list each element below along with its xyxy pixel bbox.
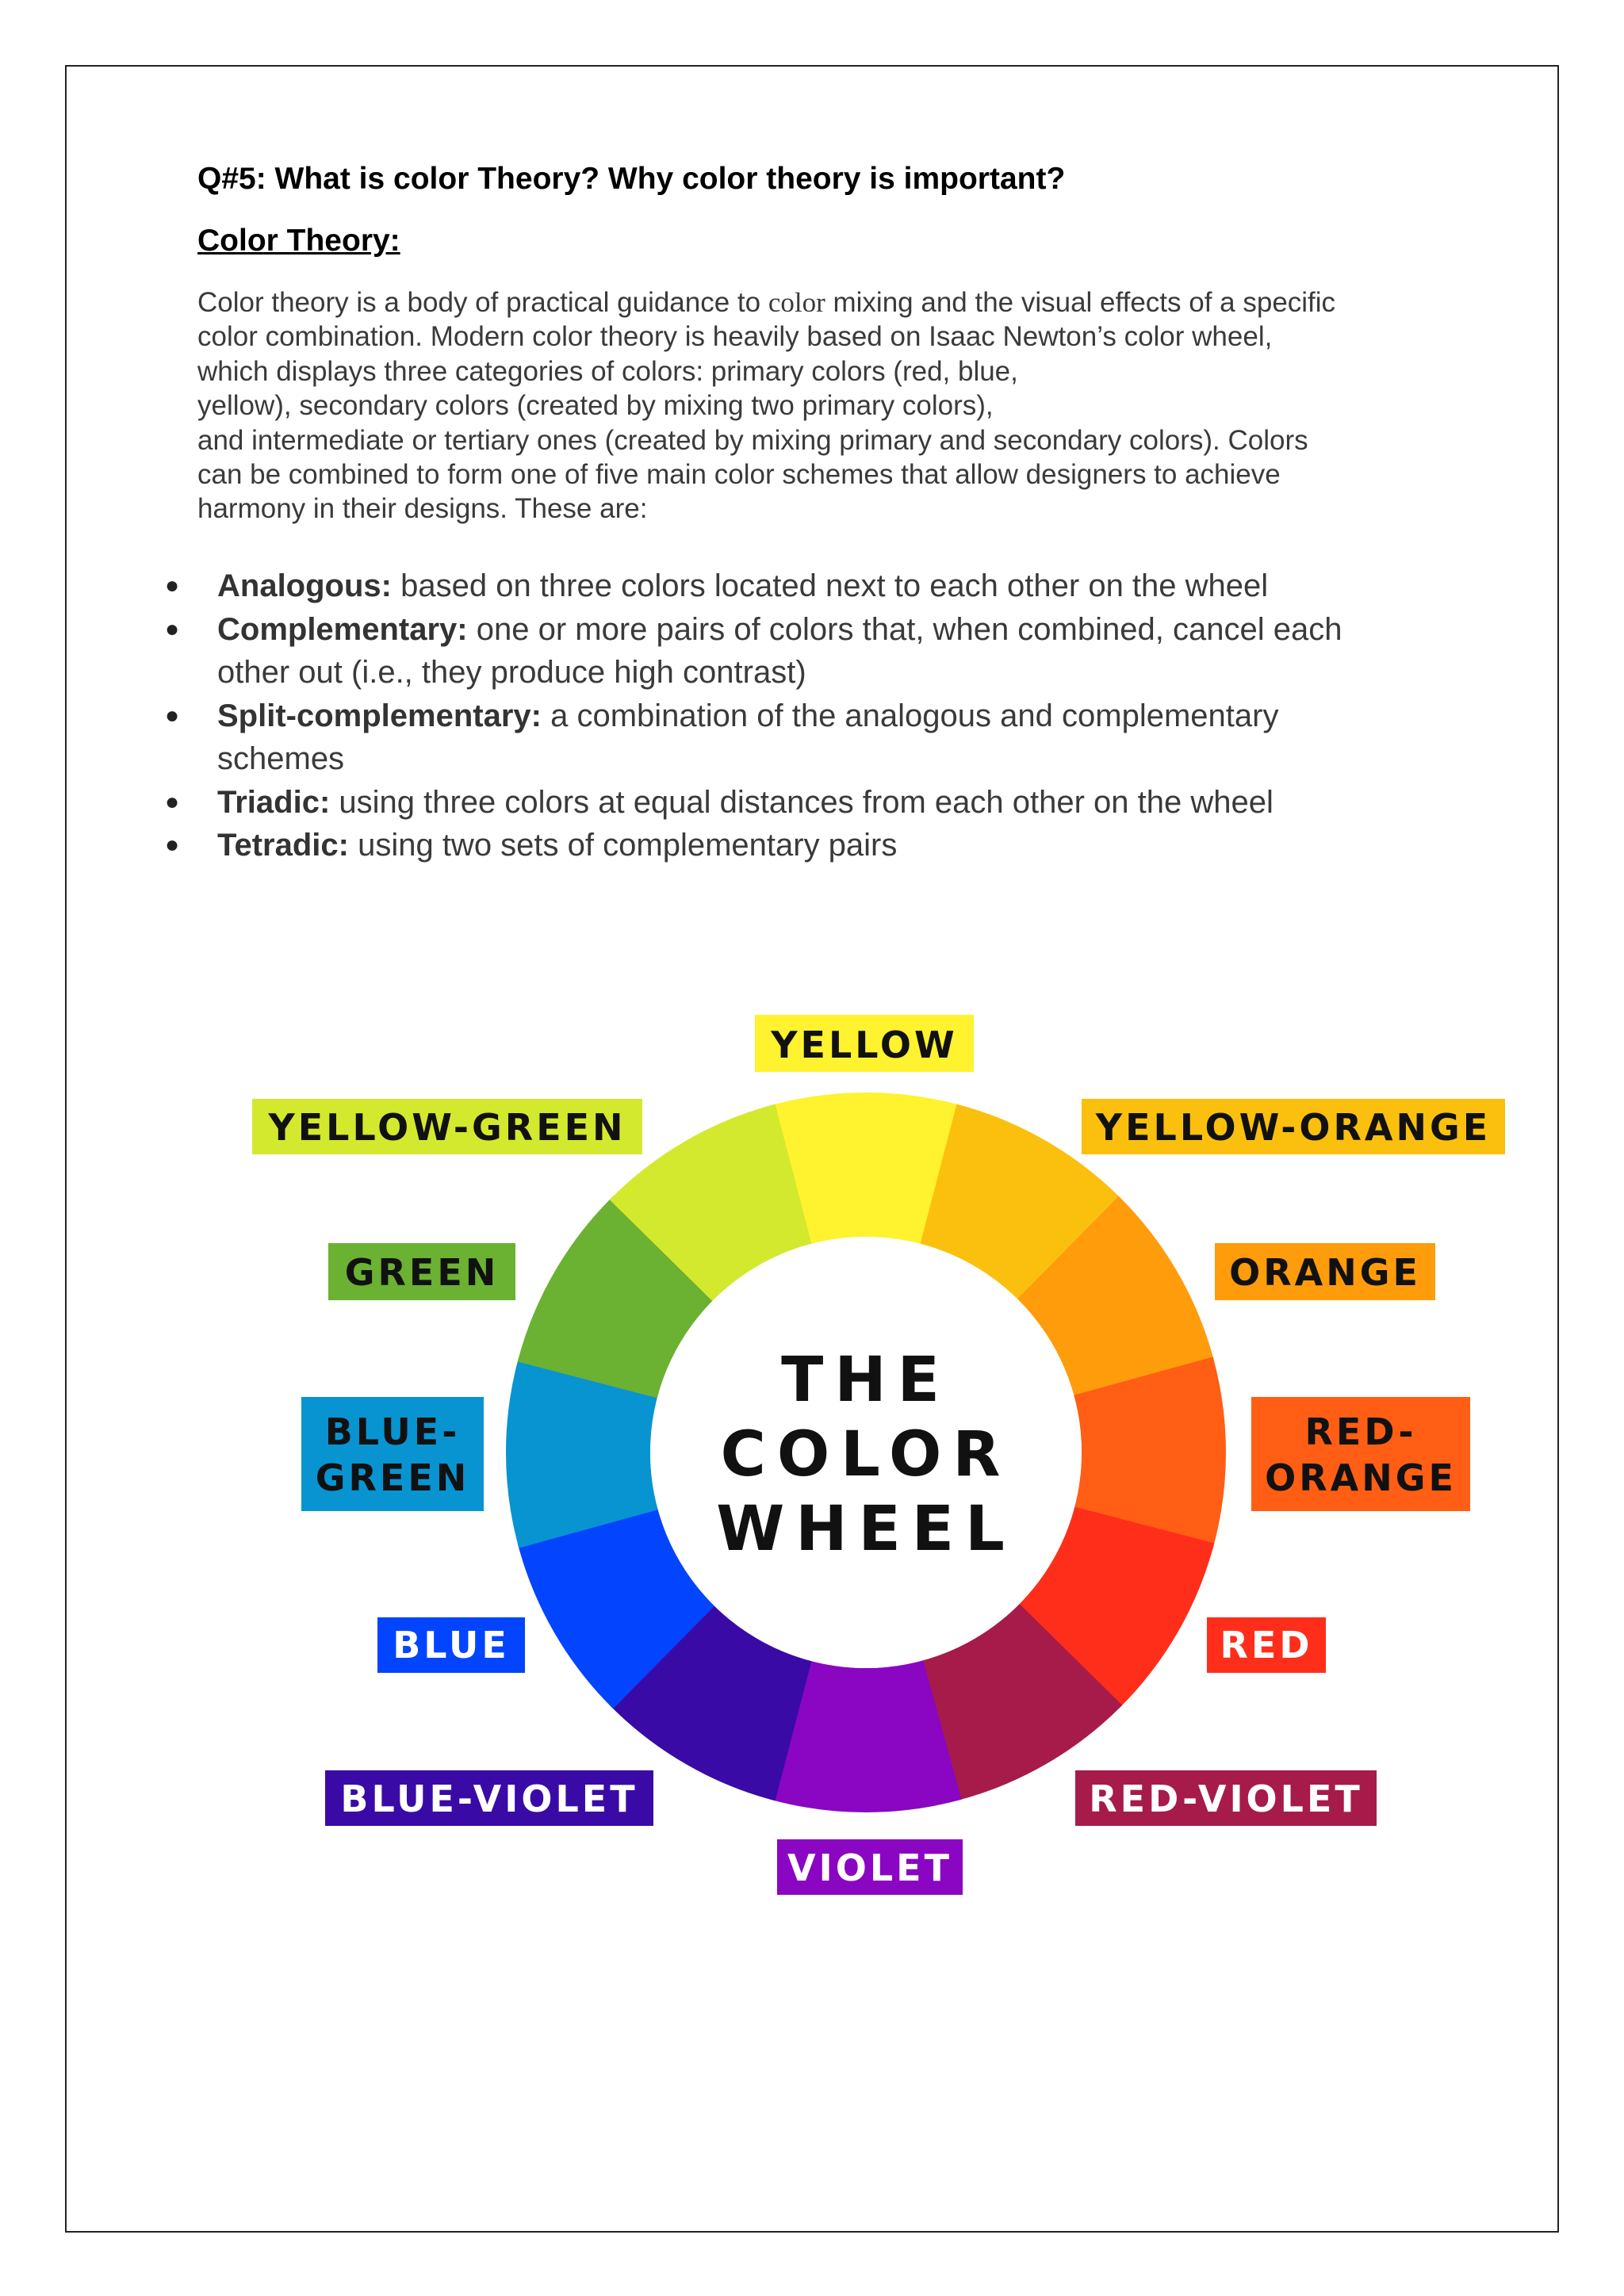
intro-line: and intermediate or tertiary ones (created by mixing primary and secondary colors). Colors bbox=[197, 424, 1308, 456]
scheme-desc: based on three colors located next to each other on the wheel bbox=[391, 568, 1269, 603]
scheme-desc-cont: other out (i.e., they produce high contrast) bbox=[217, 655, 806, 690]
label-yellow-text: YELLOW bbox=[771, 1024, 958, 1066]
label-red-text: RED bbox=[1220, 1624, 1313, 1667]
bullet-icon: ● bbox=[165, 788, 180, 815]
scheme-term: Split-complementary: bbox=[217, 698, 542, 733]
label-blue-text: BLUE bbox=[393, 1624, 510, 1667]
label-orange-text: ORANGE bbox=[1229, 1251, 1421, 1294]
label-yellow-orange-text: YELLOW-ORANGE bbox=[1095, 1106, 1492, 1149]
intro-line: color combination. Modern color theory is heavily based on Isaac Newton’s color wheel, bbox=[197, 321, 1273, 353]
label-yellow bbox=[755, 1015, 974, 1072]
label-green bbox=[328, 1243, 515, 1300]
bullet-icon: ● bbox=[165, 832, 180, 858]
intro-line: yellow), secondary colors (created by mixing two primary colors), bbox=[197, 390, 994, 422]
label-blue-violet-text: BLUE-VIOLET bbox=[340, 1777, 638, 1820]
label-red-orange-text-2: ORANGE bbox=[1265, 1456, 1457, 1499]
label-red bbox=[1207, 1617, 1326, 1673]
label-violet-text: VIOLET bbox=[787, 1846, 952, 1889]
label-violet bbox=[777, 1839, 963, 1895]
label-orange bbox=[1215, 1243, 1435, 1300]
scheme-desc: one or more pairs of colors that, when combined, cancel each bbox=[467, 611, 1342, 647]
label-yellow-green bbox=[252, 1099, 642, 1154]
label-yellow-green-text: YELLOW-GREEN bbox=[268, 1106, 626, 1149]
scheme-term: Complementary: bbox=[217, 611, 468, 647]
label-red-orange-text-1: RED- bbox=[1304, 1410, 1417, 1453]
intro-line: harmony in their designs. These are: bbox=[197, 493, 648, 525]
scheme-term: Tetradic: bbox=[217, 828, 349, 863]
scheme-term: Analogous: bbox=[217, 568, 392, 603]
label-red-violet bbox=[1075, 1770, 1377, 1826]
scheme-desc: using two sets of complementary pairs bbox=[348, 828, 898, 863]
label-red-orange bbox=[1251, 1397, 1470, 1511]
intro-line: can be combined to form one of five main color schemes that allow designers to achieve bbox=[197, 459, 1281, 491]
question-heading: Q#5: What is color Theory? Why color theory is important? bbox=[197, 162, 1066, 196]
label-green-text: GREEN bbox=[344, 1251, 500, 1294]
label-blue-green bbox=[301, 1397, 484, 1511]
center-line-wheel: WHEEL bbox=[716, 1494, 1016, 1565]
center-line-the: THE bbox=[781, 1345, 951, 1416]
label-blue-violet bbox=[325, 1770, 653, 1826]
scheme-desc-cont: schemes bbox=[217, 741, 345, 776]
scheme-desc: a combination of the analogous and complementary bbox=[541, 698, 1279, 733]
intro-line: Color theory is a body of practical guidance to color mixing and the visual effects of a specific bbox=[197, 287, 1336, 318]
intro-line: which displays three categories of colors: primary colors (red, blue, bbox=[197, 355, 1018, 387]
bullet-icon: ● bbox=[165, 572, 180, 599]
label-blue bbox=[377, 1617, 525, 1673]
scheme-term: Triadic: bbox=[217, 784, 331, 820]
label-yellow-orange bbox=[1082, 1099, 1505, 1154]
label-red-violet-text: RED-VIOLET bbox=[1089, 1777, 1363, 1820]
label-blue-green-text-1: BLUE- bbox=[324, 1410, 461, 1453]
bullet-icon: ● bbox=[165, 702, 180, 729]
scheme-desc: using three colors at equal distances from each other on the wheel bbox=[330, 784, 1274, 820]
center-line-color: COLOR bbox=[720, 1419, 1012, 1490]
section-heading: Color Theory: bbox=[197, 224, 400, 258]
label-blue-green-text-2: GREEN bbox=[315, 1456, 470, 1499]
bullet-icon: ● bbox=[165, 615, 180, 642]
